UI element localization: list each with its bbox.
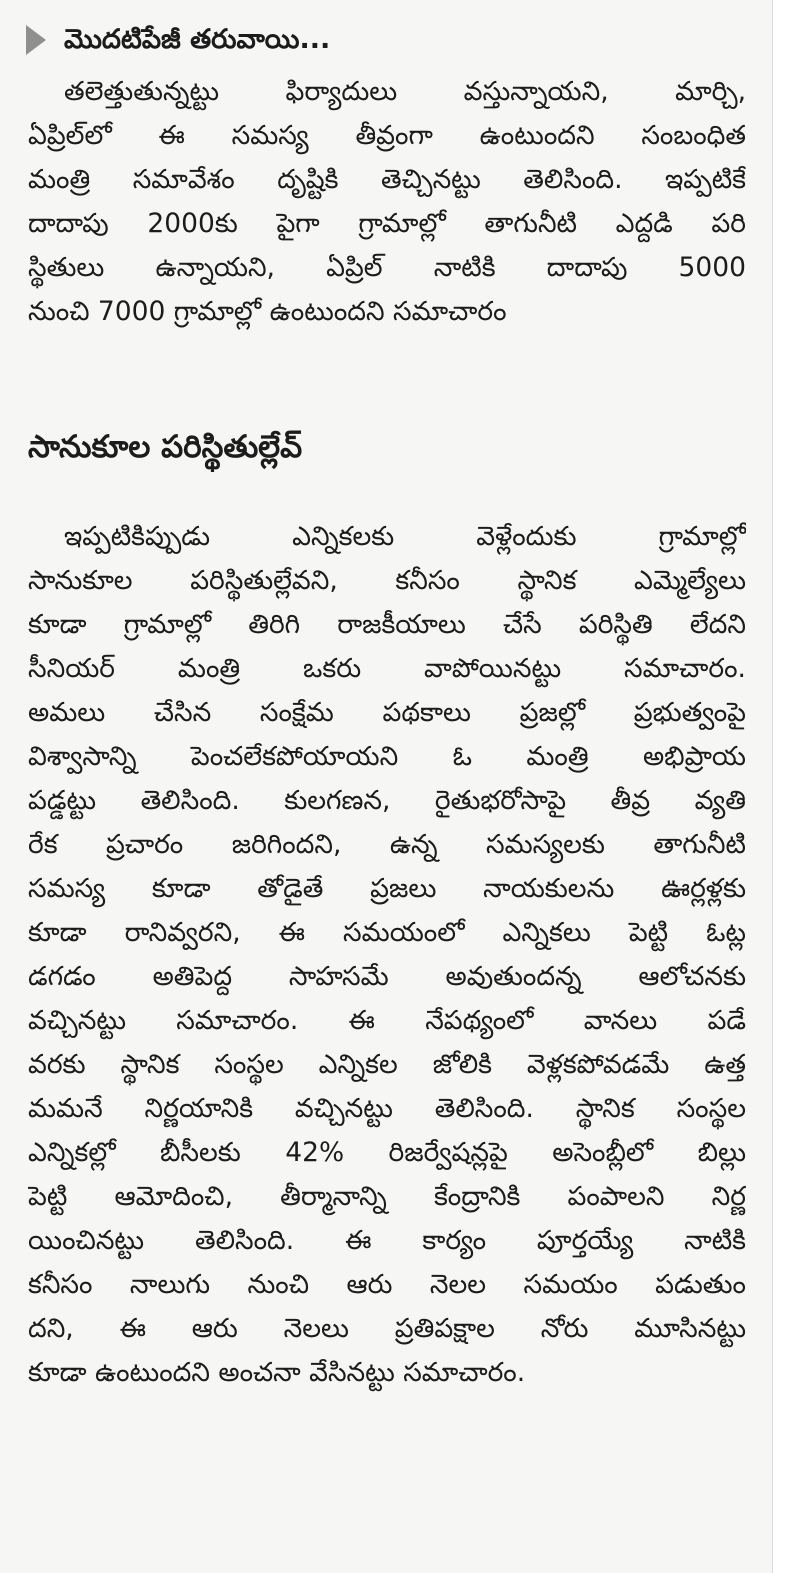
text-line: సానుకూల పరిస్థితుల్లేవని, కనీసం స్థానిక ఎమ్మెల్యేలు bbox=[28, 565, 746, 596]
text-line: కూడా రానివ్వరని, ఈ సమయంలో ఎన్నికలు పెట్టి ఓట్ల bbox=[28, 917, 746, 948]
text-line: ఎన్నికల్లో బీసీలకు 42% రిజర్వేషన్లపై అసెంబ్లీలో బిల్లు bbox=[28, 1137, 746, 1168]
text-line: వరకు స్థానిక సంస్థల ఎన్నికల జోలికి వెళ్లకపోవడమే ఉత్త bbox=[28, 1049, 746, 1080]
continued-from-front-page bbox=[26, 18, 330, 62]
text-line: డగడం అతిపెద్ద సాహసమే అవుతుందన్న ఆలోచనకు bbox=[28, 961, 746, 992]
text-line: దని, ఈ ఆరు నెలలు ప్రతిపక్షాల నోరు మూసినట్టు bbox=[28, 1313, 746, 1344]
play-arrow-icon bbox=[26, 25, 46, 55]
text-line: అమలు చేసిన సంక్షేమ పథకాలు ప్రజల్లో ప్రభుత్వంపై bbox=[28, 697, 746, 728]
text-line: నుంచి 7000 గ్రామాల్లో ఉంటుందని సమాచారం bbox=[28, 296, 507, 327]
text-line: రేక ప్రచారం జరిగిందని, ఉన్న సమస్యలకు తాగునీటి bbox=[28, 829, 746, 860]
text-line: కూడా ఉంటుందని అంచనా వేసినట్టు సమాచారం. bbox=[28, 1357, 526, 1388]
text-line: పెట్టి ఆమోదించి, తీర్మానాన్ని కేంద్రానికి పంపాలని నిర్ణ bbox=[28, 1181, 746, 1212]
text-line: కూడా గ్రామాల్లో తిరిగి రాజకీయాలు చేసే పరిస్థితి లేదని bbox=[28, 609, 746, 640]
page-margin bbox=[773, 0, 800, 1573]
text-line: ఏప్రిల్‌లో ఈ సమస్య తీవ్రంగా ఉంటుందని సంబంధిత bbox=[28, 120, 746, 151]
text-line: స్థితులు ఉన్నాయని, ఏప్రిల్ నాటికి దాదాపు 5000 bbox=[28, 252, 746, 283]
text-line: పడ్డట్టు తెలిసింది. కులగణన, రైతుభరోసాపై తీవ్ర వ్యతి bbox=[28, 785, 746, 816]
text-line: మమనే నిర్ణయానికి వచ్చినట్టు తెలిసింది. స్థానిక సంస్థల bbox=[28, 1093, 746, 1124]
section-subheading: సానుకూల పరిస్థితుల్లేవ్ bbox=[28, 429, 303, 465]
text-line: మంత్రి సమావేశం దృష్టికి తెచ్చినట్టు తెలిసింది. ఇప్పటికే bbox=[28, 164, 746, 195]
text-line: కనీసం నాలుగు నుంచి ఆరు నెలల సమయం పడుతుం bbox=[28, 1269, 746, 1300]
text-line: సీనియర్ మంత్రి ఒకరు వాపోయినట్టు సమాచారం. bbox=[28, 653, 746, 684]
text-line: విశ్వాసాన్ని పెంచలేకపోయాయని ఓ మంత్రి అభిప్రాయ bbox=[28, 741, 746, 772]
text-line: సమస్య కూడా తోడైతే ప్రజలు నాయకులను ఊర్లళ్లకు bbox=[28, 873, 746, 904]
text-line: తలెత్తుతున్నట్టు ఫిర్యాదులు వస్తున్నాయని, మార్చి, bbox=[64, 76, 746, 107]
text-line: దాదాపు 2000కు పైగా గ్రామాల్లో తాగునీటి ఎద్దడి పరి bbox=[28, 208, 746, 239]
article-paragraph-1 bbox=[28, 70, 746, 334]
text-line: యించినట్టు తెలిసింది. ఈ కార్యం పూర్తయ్యే నాటికి bbox=[28, 1225, 746, 1256]
text-line: ఇప్పటికిప్పుడు ఎన్నికలకు వెళ్లేందుకు గ్రామాల్లో bbox=[64, 521, 746, 552]
article-paragraph-2 bbox=[28, 515, 746, 1395]
continued-label: మొదటిపేజీ తరువాయి... bbox=[64, 24, 331, 55]
text-line: వచ్చినట్టు సమాచారం. ఈ నేపథ్యంలో వానలు పడే bbox=[28, 1005, 746, 1036]
